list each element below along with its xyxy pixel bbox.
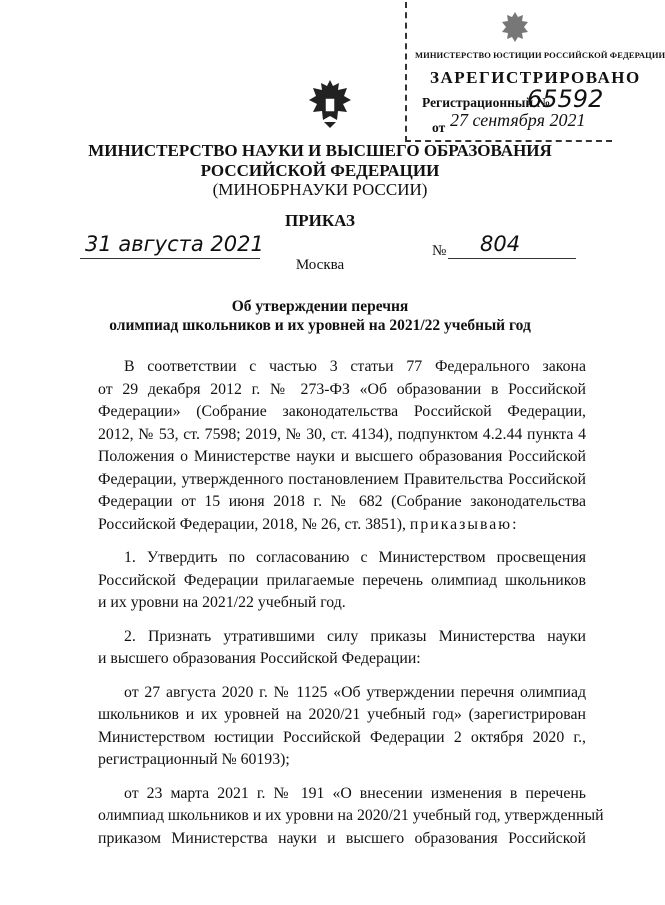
body-line: от 27 августа 2020 г. № 1125 «Об утверждении перечня олимпиад	[124, 683, 586, 701]
body-line: Российской Федерации прилагаемые перечень олимпиад школьников	[98, 571, 586, 589]
ministry-name-line1: МИНИСТЕРСТВО НАУКИ И ВЫСШЕГО ОБРАЗОВАНИЯ	[88, 141, 552, 160]
body-line: школьников и их уровней на 2020/21 учебный год» (зарегистрирован	[98, 706, 586, 723]
order-title-line2: олимпиад школьников и их уровней на 2021/22 учебный год	[109, 317, 531, 334]
body-line: 2. Признать утратившими силу приказы Министерства науки	[124, 627, 586, 645]
body-line: 1. Утвердить по согласованию с Министерством просвещения	[124, 549, 586, 566]
order-city: Москва	[295, 257, 345, 273]
body-line: Российской Федерации, 2018, № 26, ст. 3851),	[98, 515, 406, 533]
body-line: регистрационный № 60193);	[98, 751, 290, 768]
stamp-ministry-name: МИНИСТЕРСТВО ЮСТИЦИИ РОССИЙСКОЙ ФЕДЕРАЦИИ	[415, 50, 665, 60]
body-line: Федерации от 15 июня 2018 г. № 682 (Собрание законодательства	[98, 493, 586, 510]
order-title-line1: Об утверждении перечня	[231, 298, 409, 315]
body-line: и их уровни на 2021/22 учебный год.	[98, 594, 346, 611]
order-number-label: №	[432, 243, 447, 259]
order-number: 804	[480, 232, 521, 256]
stamp-reg-number-label: Регистрационный №	[422, 95, 551, 110]
body-line: В соответствии с частью 3 статьи 77 Федерального закона	[124, 358, 586, 375]
order-date: 31 августа 2021	[85, 232, 264, 256]
body-line: 2012, № 53, ст. 7598; 2019, № 30, ст. 4134), подпунктом 4.2.44 пункта 4	[98, 425, 586, 443]
body-line-with-keyword	[98, 514, 586, 537]
stamp-reg-number-value: 65592	[527, 85, 604, 113]
stamp-emblem-icon	[495, 8, 535, 48]
body-line: Федерации» (Собрание законодательства Российской Федерации,	[98, 403, 586, 420]
ministry-name-line2: РОССИЙСКОЙ ФЕДЕРАЦИИ	[200, 161, 440, 180]
body-line: от 29 декабря 2012 г. № 273-ФЗ «Об образовании в Российской	[98, 380, 586, 398]
document-type: ПРИКАЗ	[285, 211, 355, 230]
body-line: приказом Министерства науки и высшего образования Российской	[98, 829, 586, 847]
order-body	[98, 356, 604, 850]
body-line: Федерации, утвержденного постановлением Правительства Российской	[98, 470, 586, 488]
body-line: и высшего образования Российской Федерации:	[98, 650, 421, 667]
stamp-date-value: 27 сентября 2021	[450, 110, 586, 130]
body-line: Положения о Министерстве науки и высшего образования Российской	[98, 448, 586, 465]
decree-keyword: приказываю:	[409, 515, 519, 533]
stamp-date-label: от	[432, 120, 446, 135]
stamp-registered-label: ЗАРЕГИСТРИРОВАНО	[430, 68, 641, 87]
ministry-short-name: (МИНОБРНАУКИ РОССИИ)	[212, 180, 428, 199]
body-line: олимпиад школьников и их уровни на 2020/21 учебный год, утвержденный	[98, 807, 604, 824]
body-line: Министерством юстиции Российской Федерации 2 октября 2020 г.,	[98, 728, 586, 746]
body-line: от 23 марта 2021 г. № 191 «О внесении изменения в перечень	[124, 784, 586, 802]
coat-of-arms-icon	[307, 78, 353, 130]
